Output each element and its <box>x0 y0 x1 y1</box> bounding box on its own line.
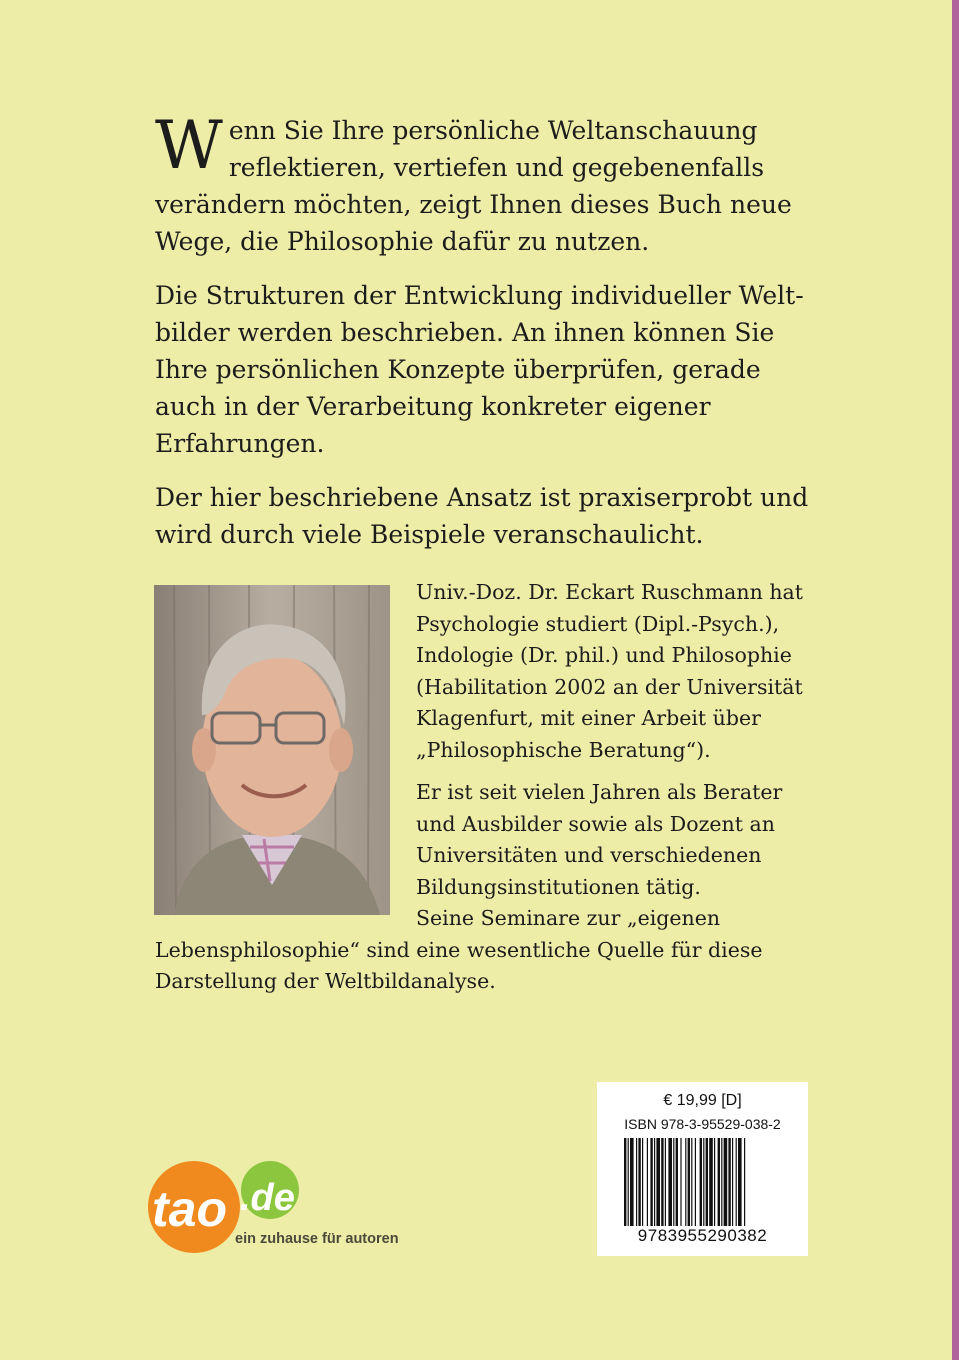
cover-blurb <box>155 107 815 570</box>
isbn-number: 9783955290382 <box>637 1226 768 1245</box>
barcode-bar <box>695 1138 696 1226</box>
bio-paragraph-3: Seine Seminare zur „eigenen Lebensphilosophie“ sind eine wesentliche Quelle für diese Darstellung der Weltbildanalyse. <box>155 906 763 993</box>
barcode-box <box>597 1082 808 1256</box>
logo-tao-text: tao <box>152 1181 227 1237</box>
barcode-bar <box>691 1138 692 1226</box>
barcode-bar <box>628 1138 629 1226</box>
barcode-bar <box>688 1138 690 1226</box>
barcode-bar <box>685 1138 686 1226</box>
bio-paragraph-2: Er ist seit vielen Jahren als Berater und Ausbilder sowie als Dozent an Universitäten und verschiedenen Bildungsinstitutionen tätig. <box>416 780 783 899</box>
barcode-bar <box>630 1138 634 1226</box>
barcode-bar <box>661 1138 663 1226</box>
barcode-bar <box>706 1138 708 1226</box>
barcode-bar <box>721 1138 722 1226</box>
photo-spacer <box>155 577 416 917</box>
barcode-bar <box>680 1138 681 1226</box>
barcode-bar <box>676 1138 678 1226</box>
barcode-bar <box>673 1138 674 1226</box>
barcode-bar <box>650 1138 652 1226</box>
blurb-paragraph-1-text: enn Sie Ihre persönliche Weltanschauung reflektieren, vertiefen und gegebenenfalls verändern möchten, zeigt Ihnen dieses Buch neue Wege, die Philosophie dafür zu nutzen. <box>155 116 792 256</box>
barcode-bar <box>709 1138 713 1226</box>
barcode-bar <box>744 1138 745 1226</box>
barcode-bar <box>700 1138 702 1226</box>
barcode-bar <box>703 1138 704 1226</box>
publisher-tagline: ein zuhause für autoren <box>235 1231 399 1247</box>
bio-paragraph-1: Univ.-Doz. Dr. Eckart Ruschmann hat Psychologie studiert (Dipl.-Psych.), Indologie (Dr. phil.) und Philosophie (Habilitation 2002 an der Universität Klagenfurt, mit einer Arbeit über „Philosophische Beratung“). <box>416 580 803 762</box>
barcode-bar <box>732 1138 733 1226</box>
barcode-bar <box>736 1138 737 1226</box>
drop-cap: W <box>155 107 223 184</box>
barcode-bar <box>638 1138 640 1226</box>
barcode-bar <box>738 1138 742 1226</box>
right-edge-stripe <box>952 0 959 1360</box>
logo-de-text: .de <box>240 1177 295 1219</box>
barcode-bar <box>654 1138 655 1226</box>
barcode-bar <box>642 1138 643 1226</box>
barcode-bar <box>718 1138 720 1226</box>
barcode-bar <box>647 1138 648 1226</box>
blurb-paragraph-1 <box>155 107 815 260</box>
price-label: € 19,99 [D] <box>663 1092 742 1109</box>
barcode-bar <box>668 1138 672 1226</box>
isbn-label: ISBN 978-3-95529-038-2 <box>624 1116 781 1132</box>
barcode-bar <box>724 1138 728 1226</box>
blurb-paragraph-3: Der hier beschriebene Ansatz ist praxiserprobt und wird durch viele Beispiele veranschaulicht. <box>155 483 809 549</box>
barcode-bar <box>665 1138 666 1226</box>
barcode-bar <box>656 1138 660 1226</box>
blurb-paragraph-2: Die Strukturen der Entwicklung individueller Weltbilder werden beschrieben. An ihnen können Sie Ihre persönlichen Konzepte überprüfen, gerade auch in der Verarbeitung konkreter eigener Erfahrungen. <box>155 281 804 458</box>
barcode-bar <box>624 1138 626 1226</box>
barcode-bar <box>636 1138 637 1226</box>
barcode-bar <box>714 1138 715 1226</box>
barcode-bar <box>728 1138 730 1226</box>
barcode-bars <box>624 1138 780 1226</box>
author-bio <box>155 577 805 1009</box>
